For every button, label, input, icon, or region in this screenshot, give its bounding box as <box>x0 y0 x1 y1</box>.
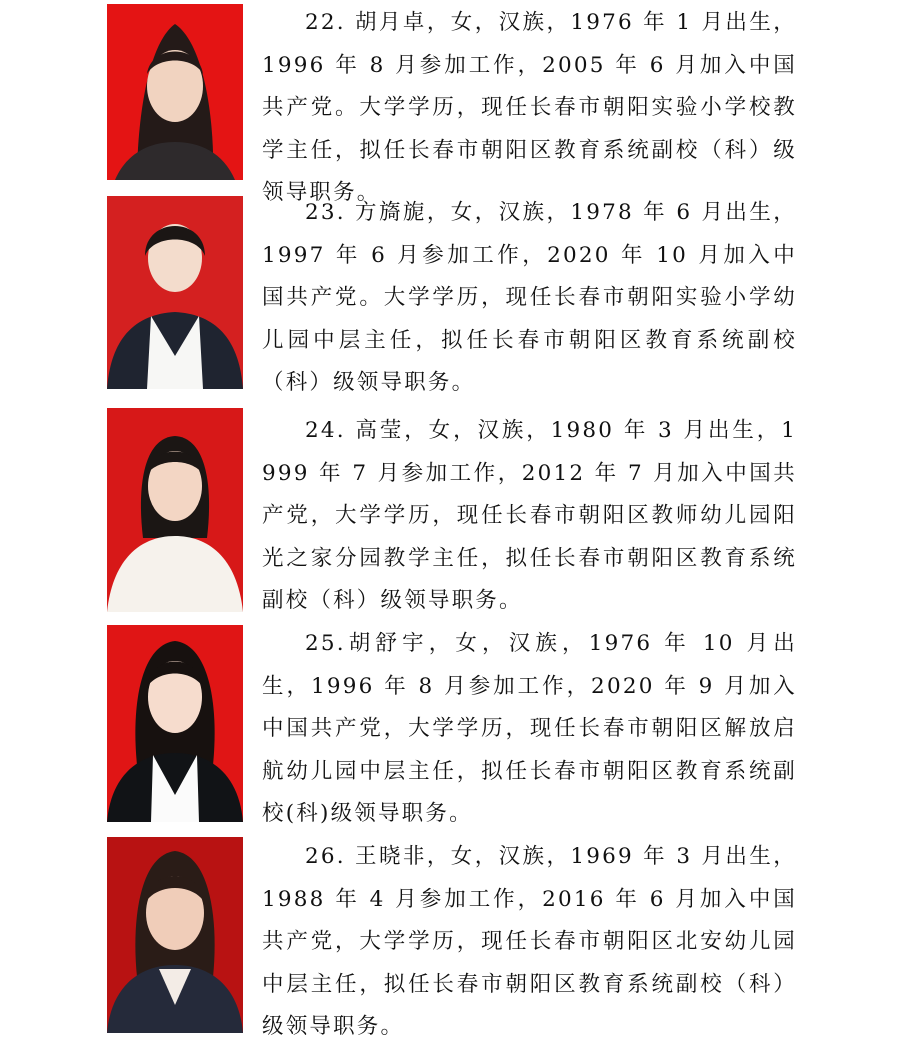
portrait-photo-25 <box>107 625 243 822</box>
bio-text-26: 26. 王晓非，女，汉族，1969 年 3 月出生，1988 年 4 月参加工作，2016 年 6 月加入中国共产党，大学学历，现任长春市朝阳区北安幼儿园中层主任，拟任长春市朝阳区教育系统副校（科）级领导职务。 <box>262 844 797 1039</box>
portrait-photo-icon <box>107 837 243 1033</box>
portrait-photo-24 <box>107 408 243 612</box>
portrait-photo-22 <box>107 4 243 180</box>
portrait-photo-icon <box>107 625 243 822</box>
bio-text-23: 23. 方旖旎，女，汉族，1978 年 6 月出生，1997 年 6 月参加工作，2020 年 10 月加入中国共产党。大学学历，现任长春市朝阳实验小学幼儿园中层主任，拟任长春市朝阳区教育系统副校（科）级领导职务。 <box>262 200 797 395</box>
portrait-photo-icon <box>107 4 243 180</box>
bio-text-25: 25.胡舒宇，女，汉族，1976 年 10 月出生，1996 年 8 月参加工作，2020 年 9 月加入中国共产党，大学学历，现任长春市朝阳区解放启航幼儿园中层主任，拟任长春市朝阳区教育系统副校(科)级领导职务。 <box>262 631 797 826</box>
bio-text-24: 24. 高莹，女，汉族，1980 年 3 月出生，1999 年 7 月参加工作，2012 年 7 月加入中国共产党，大学学历，现任长春市朝阳区教师幼儿园阳光之家分园教学主任，拟任长春市朝阳区教育系统副校（科）级领导职务。 <box>262 418 797 613</box>
portrait-photo-23 <box>107 196 243 389</box>
bio-text-22: 22. 胡月卓，女，汉族，1976 年 1 月出生，1996 年 8 月参加工作，2005 年 6 月加入中国共产党。大学学历，现任长春市朝阳实验小学校教学主任，拟任长春市朝阳区教育系统副校（科）级领导职务。 <box>262 10 797 205</box>
portrait-photo-26 <box>107 837 243 1033</box>
portrait-photo-icon <box>107 196 243 389</box>
portrait-photo-icon <box>107 408 243 612</box>
